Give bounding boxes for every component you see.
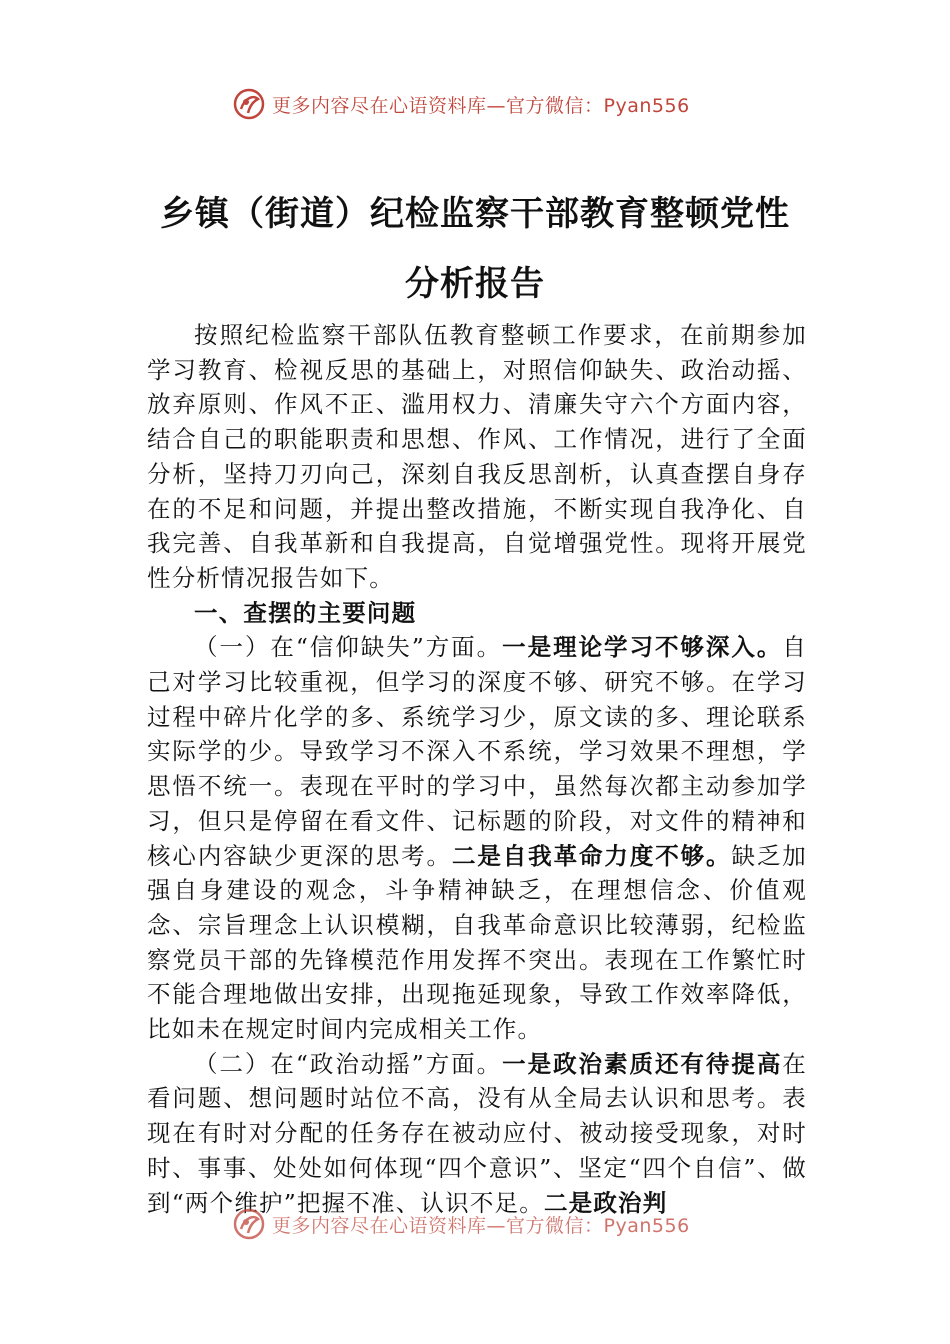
watermark-footer	[232, 1204, 752, 1244]
point-text: 自己对学习比较重视，但学习的深度不够、研究不够。在学习过程中碎片化学的多、系统学习少，原文读的多、理论联系实际学的少。导致学习不深入不系统，学习效果不理想，学思悟不统一。表现在平时的学习中，虽然每次都主动参加学习，但只是停留在看文件、记标题的阶段，对文件的精神和核心内容缺少更深的思考。	[147, 633, 807, 870]
point-title: 一是理论学习不够深入。	[502, 633, 783, 662]
logo-icon	[232, 1207, 266, 1241]
paragraph-politics	[147, 1047, 807, 1216]
point-title: 二是政治判	[543, 1188, 668, 1216]
document-title-line1: 乡镇（街道）纪检监察干部教育整顿党性	[160, 194, 790, 234]
point-text: 在看问题、想问题时站位不高，没有从全局去认识和思考。表现在有时对分配的任务存在被动应付、被动接受现象，对时时、事事、处处如何体现“四个意识”、坚定“四个自信”、做到“两个维护”把握不准、认识不足。	[147, 1049, 807, 1216]
paragraph-faith	[147, 630, 807, 1046]
document-title-line2: 分析报告	[405, 264, 545, 304]
logo-icon	[232, 87, 266, 121]
point-title: 一是政治素质还有待提高	[502, 1049, 783, 1078]
watermark-header	[232, 84, 752, 124]
document-body	[147, 318, 807, 1216]
point-text: 缺乏加强自身建设的观念，斗争精神缺乏，在理想信念、价值观念、宗旨理念上认识模糊，自我革命意识比较薄弱，纪检监察党员干部的先锋模范作用发挥不突出。表现在工作繁忙时不能合理地做出安排，出现拖延现象，导致工作效率降低，比如未在规定时间内完成相关工作。	[147, 841, 807, 1044]
point-title: 二是自我革命力度不够。	[451, 841, 732, 870]
subsection-lead: （一）在“信仰缺失”方面。	[194, 633, 503, 662]
subsection-lead: （二）在“政治动摇”方面。	[194, 1049, 503, 1078]
watermark-text: 更多内容尽在心语资料库—官方微信：Pyan556	[272, 94, 690, 117]
watermark-text: 更多内容尽在心语资料库—官方微信：Pyan556	[272, 1214, 690, 1237]
section-heading: 一、查摆的主要问题	[194, 598, 417, 627]
intro-paragraph: 按照纪检监察干部队伍教育整顿工作要求，在前期参加学习教育、检视反思的基础上，对照信仰缺失、政治动摇、放弃原则、作风不正、滥用权力、清廉失守六个方面内容，结合自己的职能职责和思想、作风、工作情况，进行了全面分析，坚持刀刃向己，深刻自我反思剖析，认真查摆自身存在的不足和问题，并提出整改措施，不断实现自我净化、自我完善、自我革新和自我提高，自觉增强党性。现将开展党性分析情况报告如下。	[147, 321, 807, 592]
